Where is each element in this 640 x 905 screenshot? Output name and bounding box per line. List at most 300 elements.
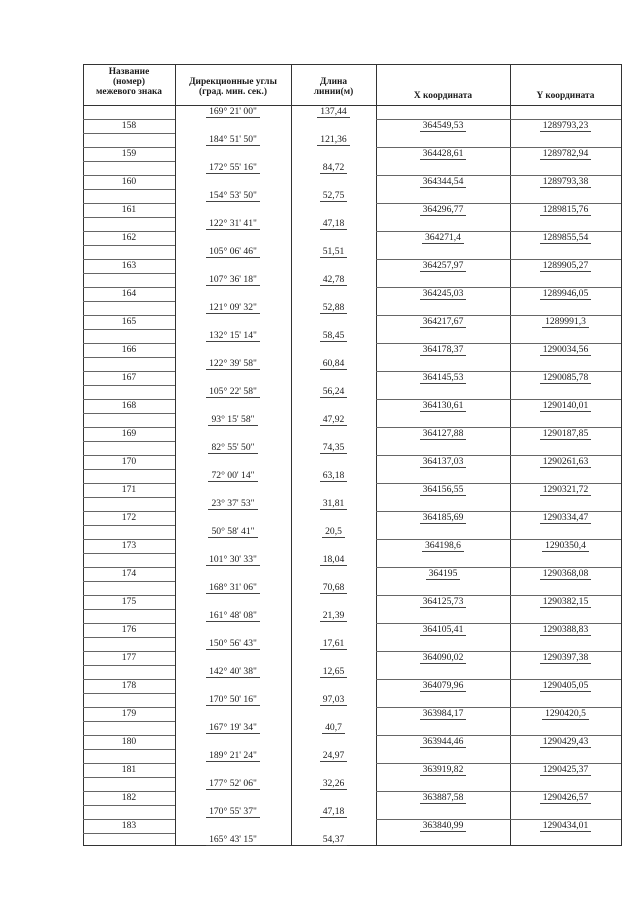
y-coordinate	[510, 204, 621, 215]
x-coordinate-text: 363919,82	[420, 764, 467, 776]
x-coordinate	[376, 568, 510, 579]
line-length	[291, 330, 376, 341]
row-divider	[83, 441, 175, 442]
header-text: (номер)	[113, 77, 145, 87]
y-coordinate-text: 1290429,43	[540, 736, 592, 748]
y-coordinate	[510, 148, 621, 159]
row-divider	[83, 357, 175, 358]
x-coordinate-text: 364296,77	[420, 204, 467, 216]
line-length	[291, 470, 376, 481]
row-divider	[83, 385, 175, 386]
direction-angle	[175, 750, 291, 761]
y-coordinate	[510, 428, 621, 439]
y-coordinate-text: 1289793,38	[540, 176, 592, 188]
point-name-text: 167	[121, 372, 137, 383]
line-length	[291, 442, 376, 453]
point-name-text: 161	[121, 204, 137, 215]
direction-angle-text: 169° 21' 00"	[206, 106, 260, 118]
line-length	[291, 106, 376, 117]
line-length-text: 56,24	[320, 386, 348, 398]
x-coordinate-text: 364156,55	[420, 484, 467, 496]
x-coordinate-text: 364185,69	[420, 512, 467, 524]
direction-angle-text: 177° 52' 06"	[206, 778, 260, 790]
direction-angle	[175, 274, 291, 285]
point-name-text: 182	[121, 792, 137, 803]
point-name-text: 170	[121, 456, 137, 467]
y-coordinate-text: 1289782,94	[540, 148, 592, 160]
y-coordinate	[510, 176, 621, 187]
direction-angle	[175, 386, 291, 397]
point-name	[83, 512, 175, 523]
line-length-text: 52,88	[320, 302, 348, 314]
point-name-text: 175	[121, 596, 137, 607]
x-coordinate	[376, 624, 510, 635]
direction-angle	[175, 358, 291, 369]
direction-angle	[175, 610, 291, 621]
line-length-text: 47,92	[320, 414, 348, 426]
direction-angle-text: 121° 09' 32"	[206, 302, 260, 314]
x-coordinate-text: 364090,02	[420, 652, 467, 664]
point-name	[83, 792, 175, 803]
direction-angle-text: 23° 37' 53"	[208, 498, 257, 510]
header-text: межевого знака	[96, 87, 162, 97]
point-name	[83, 204, 175, 215]
row-divider	[83, 609, 175, 610]
direction-angle	[175, 190, 291, 201]
header-name-column	[83, 67, 175, 97]
x-coordinate	[376, 316, 510, 327]
y-coordinate-text: 1290388,83	[540, 624, 592, 636]
point-name	[83, 596, 175, 607]
y-coordinate	[510, 456, 621, 467]
x-coordinate-text: 364127,88	[420, 428, 467, 440]
point-name-text: 181	[121, 764, 137, 775]
y-coordinate-text: 1290034,56	[540, 344, 592, 356]
x-coordinate-text: 364257,97	[420, 260, 467, 272]
header-length-column	[291, 77, 376, 97]
direction-angle	[175, 218, 291, 229]
y-coordinate-text: 1290140,01	[540, 400, 592, 412]
x-coordinate	[376, 512, 510, 523]
line-length	[291, 806, 376, 817]
direction-angle	[175, 722, 291, 733]
header-text: Длина	[319, 77, 348, 87]
line-length	[291, 526, 376, 537]
y-coordinate	[510, 540, 621, 551]
point-name-text: 174	[121, 568, 137, 579]
direction-angle	[175, 246, 291, 257]
row-divider	[83, 833, 175, 834]
point-name	[83, 680, 175, 691]
x-coordinate	[376, 820, 510, 831]
y-coordinate	[510, 764, 621, 775]
point-name	[83, 372, 175, 383]
row-divider	[83, 637, 175, 638]
point-name-text: 177	[121, 652, 137, 663]
row-divider	[83, 693, 175, 694]
direction-angle	[175, 498, 291, 509]
y-coordinate	[510, 820, 621, 831]
header-text: Дирекционные углы	[189, 77, 277, 87]
line-length-text: 58,45	[320, 330, 348, 342]
y-coordinate-text: 1290420,5	[542, 708, 589, 720]
direction-angle-text: 72° 00' 14"	[208, 470, 257, 482]
x-coordinate-text: 364271,4	[422, 232, 464, 244]
header-angle-column	[175, 77, 291, 97]
y-coordinate	[510, 568, 621, 579]
point-name-text: 159	[121, 148, 137, 159]
header-y-column	[510, 91, 621, 101]
line-length-text: 24,97	[320, 750, 348, 762]
x-coordinate	[376, 120, 510, 131]
point-name-text: 176	[121, 624, 137, 635]
line-length-text: 21,39	[320, 610, 348, 622]
point-name-text: 163	[121, 260, 137, 271]
header-text: (град. мин. сек.)	[199, 87, 267, 97]
line-length-text: 74,35	[320, 442, 348, 454]
row-divider	[83, 721, 175, 722]
point-name	[83, 820, 175, 831]
point-name	[83, 120, 175, 131]
line-length	[291, 162, 376, 173]
line-length	[291, 190, 376, 201]
y-coordinate	[510, 680, 621, 691]
line-length	[291, 386, 376, 397]
x-coordinate-text: 363840,99	[420, 820, 467, 832]
point-name	[83, 568, 175, 579]
row-divider	[83, 161, 175, 162]
y-coordinate-text: 1289815,76	[540, 204, 592, 216]
y-coordinate	[510, 652, 621, 663]
x-coordinate	[376, 596, 510, 607]
row-divider	[83, 217, 175, 218]
row-divider	[83, 245, 175, 246]
direction-angle-text: 150° 56' 43"	[206, 638, 260, 650]
point-name-text: 166	[121, 344, 137, 355]
x-coordinate	[376, 764, 510, 775]
line-length	[291, 638, 376, 649]
direction-angle-text: 170° 55' 37"	[206, 806, 260, 818]
x-coordinate	[376, 260, 510, 271]
direction-angle-text: 161° 48' 08"	[206, 610, 260, 622]
point-name-text: 172	[121, 512, 137, 523]
y-coordinate	[510, 344, 621, 355]
table-top-border	[83, 64, 622, 65]
x-coordinate	[376, 288, 510, 299]
y-coordinate	[510, 736, 621, 747]
line-length-text: 137,44	[317, 106, 349, 118]
row-divider	[83, 469, 175, 470]
line-length	[291, 274, 376, 285]
direction-angle-text: 122° 39' 58"	[206, 358, 260, 370]
direction-angle-text: 184° 51' 50"	[206, 134, 260, 146]
direction-angle	[175, 414, 291, 425]
boundary-coordinates-table	[83, 64, 622, 846]
point-name	[83, 736, 175, 747]
direction-angle-text: 170° 50' 16"	[206, 694, 260, 706]
x-coordinate-text: 363887,58	[420, 792, 467, 804]
direction-angle-text: 168° 31' 06"	[206, 582, 260, 594]
point-name-text: 158	[121, 120, 137, 131]
x-coordinate	[376, 344, 510, 355]
point-name-text: 162	[121, 232, 137, 243]
x-coordinate	[376, 204, 510, 215]
x-coordinate-text: 364217,67	[420, 316, 467, 328]
row-divider	[83, 777, 175, 778]
direction-angle	[175, 106, 291, 117]
point-name	[83, 428, 175, 439]
y-coordinate-text: 1290434,01	[540, 820, 592, 832]
point-name	[83, 708, 175, 719]
point-name	[83, 344, 175, 355]
point-name-text: 164	[121, 288, 137, 299]
direction-angle	[175, 302, 291, 313]
y-coordinate	[510, 596, 621, 607]
point-name	[83, 624, 175, 635]
row-divider	[83, 329, 175, 330]
direction-angle-text: 154° 53' 50"	[206, 190, 260, 202]
y-coordinate-text: 1290187,85	[540, 428, 592, 440]
point-name	[83, 456, 175, 467]
x-coordinate-text: 364245,03	[420, 288, 467, 300]
y-coordinate	[510, 288, 621, 299]
row-divider	[83, 665, 175, 666]
point-name-text: 165	[121, 316, 137, 327]
x-coordinate	[376, 484, 510, 495]
point-name-text: 173	[121, 540, 137, 551]
line-length	[291, 358, 376, 369]
line-length	[291, 750, 376, 761]
point-name	[83, 148, 175, 159]
line-length-text: 70,68	[320, 582, 348, 594]
direction-angle-text: 165° 43' 15"	[206, 834, 260, 846]
y-coordinate	[510, 624, 621, 635]
y-coordinate-text: 1290426,57	[540, 792, 592, 804]
row-divider	[83, 273, 175, 274]
line-length	[291, 582, 376, 593]
y-coordinate-text: 1290397,38	[540, 652, 592, 664]
direction-angle-text: 167° 19' 34"	[206, 722, 260, 734]
point-name	[83, 764, 175, 775]
direction-angle-text: 105° 06' 46"	[206, 246, 260, 258]
direction-angle-text: 93° 15' 58"	[208, 414, 257, 426]
y-coordinate-text: 1289905,27	[540, 260, 592, 272]
y-coordinate-text: 1289946,05	[540, 288, 592, 300]
line-length-text: 32,26	[320, 778, 348, 790]
direction-angle-text: 82° 55' 50"	[208, 442, 257, 454]
y-coordinate-text: 1290321,72	[540, 484, 592, 496]
y-coordinate-text: 1290085,78	[540, 372, 592, 384]
y-coordinate-text: 1290405,05	[540, 680, 592, 692]
x-coordinate	[376, 148, 510, 159]
line-length-text: 97,03	[320, 694, 348, 706]
header-text: Y координата	[536, 91, 595, 101]
y-coordinate	[510, 120, 621, 131]
x-coordinate-text: 364195	[426, 568, 461, 580]
row-divider	[83, 525, 175, 526]
x-coordinate	[376, 232, 510, 243]
x-coordinate	[376, 176, 510, 187]
row-divider	[83, 581, 175, 582]
point-name-text: 171	[121, 484, 137, 495]
direction-angle	[175, 778, 291, 789]
line-length-text: 84,72	[320, 162, 348, 174]
line-length-text: 20,5	[322, 526, 345, 538]
header-text: Название	[108, 67, 150, 77]
row-divider	[83, 189, 175, 190]
x-coordinate-text: 364137,03	[420, 456, 467, 468]
y-coordinate-text: 1290368,08	[540, 568, 592, 580]
y-coordinate-text: 1290334,47	[540, 512, 592, 524]
y-coordinate	[510, 708, 621, 719]
direction-angle	[175, 330, 291, 341]
direction-angle	[175, 134, 291, 145]
line-length	[291, 778, 376, 789]
line-length	[291, 554, 376, 565]
y-coordinate	[510, 400, 621, 411]
direction-angle	[175, 442, 291, 453]
x-coordinate	[376, 792, 510, 803]
point-name-text: 183	[121, 820, 137, 831]
row-divider	[83, 497, 175, 498]
line-length	[291, 610, 376, 621]
x-coordinate-text: 364178,37	[420, 344, 467, 356]
y-coordinate-text: 1290425,37	[540, 764, 592, 776]
direction-angle-text: 189° 21' 24"	[206, 750, 260, 762]
y-coordinate-text: 1290261,63	[540, 456, 592, 468]
direction-angle	[175, 162, 291, 173]
line-length	[291, 722, 376, 733]
line-length	[291, 666, 376, 677]
y-coordinate-text: 1289793,23	[540, 120, 592, 132]
line-length	[291, 218, 376, 229]
point-name	[83, 176, 175, 187]
direction-angle	[175, 806, 291, 817]
x-coordinate-text: 364344,54	[420, 176, 467, 188]
y-coordinate-text: 1290382,15	[540, 596, 592, 608]
y-coordinate-text: 1289991,3	[542, 316, 589, 328]
direction-angle	[175, 694, 291, 705]
x-coordinate-text: 364428,61	[420, 148, 467, 160]
x-coordinate-text: 363984,17	[420, 708, 467, 720]
point-name-text: 178	[121, 680, 137, 691]
direction-angle	[175, 834, 291, 845]
row-divider	[83, 301, 175, 302]
line-length	[291, 694, 376, 705]
direction-angle-text: 105° 22' 58"	[206, 386, 260, 398]
line-length-text: 60,84	[320, 358, 348, 370]
point-name-text: 180	[121, 736, 137, 747]
header-text: X координата	[413, 91, 473, 101]
direction-angle	[175, 582, 291, 593]
direction-angle	[175, 554, 291, 565]
column-divider	[621, 64, 622, 846]
x-coordinate-text: 364145,53	[420, 372, 467, 384]
line-length-text: 121,36	[317, 134, 349, 146]
line-length-text: 31,81	[320, 498, 348, 510]
line-length-text: 47,18	[320, 218, 348, 230]
line-length	[291, 834, 376, 845]
line-length-text: 42,78	[320, 274, 348, 286]
line-length-text: 40,7	[322, 722, 345, 734]
table-bottom-border	[83, 845, 622, 846]
row-divider	[83, 553, 175, 554]
row-divider	[83, 805, 175, 806]
direction-angle-text: 50° 58' 41"	[208, 526, 257, 538]
x-coordinate	[376, 456, 510, 467]
x-coordinate	[376, 372, 510, 383]
line-length-text: 63,18	[320, 470, 348, 482]
point-name	[83, 484, 175, 495]
line-length-text: 17,61	[320, 638, 348, 650]
direction-angle	[175, 470, 291, 481]
point-name-text: 160	[121, 176, 137, 187]
header-text: линии(м)	[313, 87, 354, 97]
y-coordinate	[510, 372, 621, 383]
x-coordinate-text: 364198,6	[422, 540, 464, 552]
line-length-text: 47,18	[320, 806, 348, 818]
x-coordinate	[376, 680, 510, 691]
row-divider	[83, 749, 175, 750]
line-length	[291, 414, 376, 425]
direction-angle-text: 132° 15' 14"	[206, 330, 260, 342]
direction-angle-text: 101° 30' 33"	[206, 554, 260, 566]
line-length-text: 18,04	[320, 554, 348, 566]
direction-angle	[175, 638, 291, 649]
y-coordinate-text: 1289855,54	[540, 232, 592, 244]
line-length-text: 12,65	[320, 666, 348, 678]
y-coordinate	[510, 316, 621, 327]
line-length	[291, 302, 376, 313]
row-divider	[83, 133, 175, 134]
x-coordinate-text: 364130,61	[420, 400, 467, 412]
point-name	[83, 652, 175, 663]
y-coordinate	[510, 512, 621, 523]
y-coordinate	[510, 260, 621, 271]
direction-angle	[175, 526, 291, 537]
point-name	[83, 260, 175, 271]
line-length-text: 54,37	[320, 834, 348, 846]
direction-angle	[175, 666, 291, 677]
x-coordinate	[376, 708, 510, 719]
direction-angle-text: 122° 31' 41"	[206, 218, 260, 230]
line-length-text: 51,51	[320, 246, 348, 258]
direction-angle-text: 172° 55' 16"	[206, 162, 260, 174]
x-coordinate-text: 363944,46	[420, 736, 467, 748]
x-coordinate-text: 364549,53	[420, 120, 467, 132]
point-name-text: 179	[121, 708, 137, 719]
header-x-column	[376, 91, 510, 101]
line-length-text: 52,75	[320, 190, 348, 202]
x-coordinate	[376, 540, 510, 551]
x-coordinate	[376, 652, 510, 663]
point-name	[83, 540, 175, 551]
point-name	[83, 400, 175, 411]
y-coordinate	[510, 484, 621, 495]
row-divider	[83, 413, 175, 414]
x-coordinate	[376, 400, 510, 411]
x-coordinate-text: 364079,96	[420, 680, 467, 692]
y-coordinate-text: 1290350,4	[542, 540, 589, 552]
point-name	[83, 316, 175, 327]
line-length	[291, 134, 376, 145]
x-coordinate	[376, 736, 510, 747]
direction-angle-text: 107° 36' 18"	[206, 274, 260, 286]
y-coordinate	[510, 792, 621, 803]
point-name-text: 168	[121, 400, 137, 411]
x-coordinate	[376, 428, 510, 439]
x-coordinate-text: 364105,41	[420, 624, 467, 636]
